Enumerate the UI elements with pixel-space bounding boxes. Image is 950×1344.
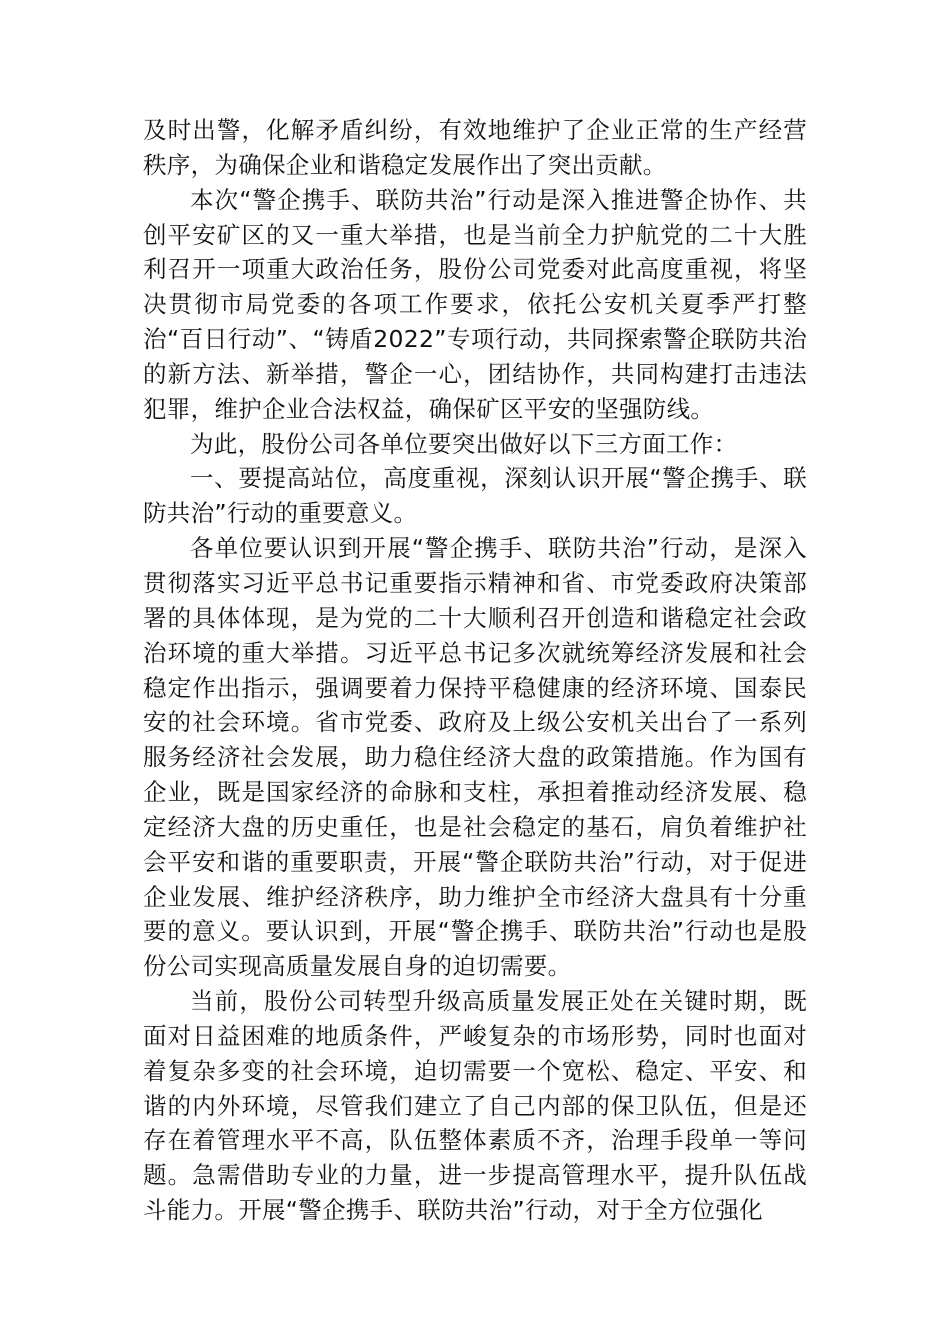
paragraph-4: 各单位要认识到开展“警企携手、联防共治”行动，是深入贯彻落实习近平总书记重要指示精神和省、市党委政府决策部署的具体体现，是为党的二十大顺利召开创造和谐稳定社会政治环境的重大举措。习近平总书记多次就统筹经济发展和社会稳定作出指示，强调要着力保持平稳健康的经济环境、国泰民安的社会环境。省市党委、政府及上级公安机关出台了一系列服务经济社会发展，助力稳住经济大盘的政策措施。作为国有企业，既是国家经济的命脉和支柱，承担着推动经济发展、稳定经济大盘的历史重任，也是社会稳定的基石，肩负着维护社会平安和谐的重要职责，开展“警企联防共治”行动，对于促进企业发展、维护经济秩序，助力维护全市经济大盘具有十分重要的意义。要认识到，开展“警企携手、联防共治”行动也是股份公司实现高质量发展自身的迫切需要。 [143, 534, 807, 981]
paragraph-1: 及时出警，化解矛盾纠纷，有效地维护了企业正常的生产经营秩序，为确保企业和谐稳定发展作出了突出贡献。 [143, 116, 807, 179]
document-body [143, 113, 807, 1228]
section-heading-1: 一、要提高站位，高度重视，深刻认识开展“警企携手、联防共治”行动的重要意义。 [143, 464, 807, 528]
paragraph-3: 为此，股份公司各单位要突出做好以下三方面工作： [190, 429, 738, 458]
paragraph-2: 本次“警企携手、联防共治”行动是深入推进警企协作、共创平安矿区的又一重大举措，也是当前全力护航党的二十大胜利召开一项重大政治任务，股份公司党委对此高度重视，将坚决贯彻市局党委的各项工作要求，依托公安机关夏季严打整治“百日行动”、“铸盾2022”专项行动，共同探索警企联防共治的新方法、新举措，警企一心，团结协作，共同构建打击违法犯罪，维护企业合法权益，确保矿区平安的坚强防线。 [143, 185, 807, 423]
paragraph-5: 当前，股份公司转型升级高质量发展正处在关键时期，既面对日益困难的地质条件，严峻复杂的市场形势，同时也面对着复杂多变的社会环境，迫切需要一个宽松、稳定、平安、和谐的内外环境，尽管我们建立了自己内部的保卫队伍，但是还存在着管理水平不高，队伍整体素质不齐，治理手段单一等问题。急需借助专业的力量，进一步提高管理水平，提升队伍战斗能力。开展“警企携手、联防共治”行动，对于全方位强化 [143, 987, 807, 1225]
